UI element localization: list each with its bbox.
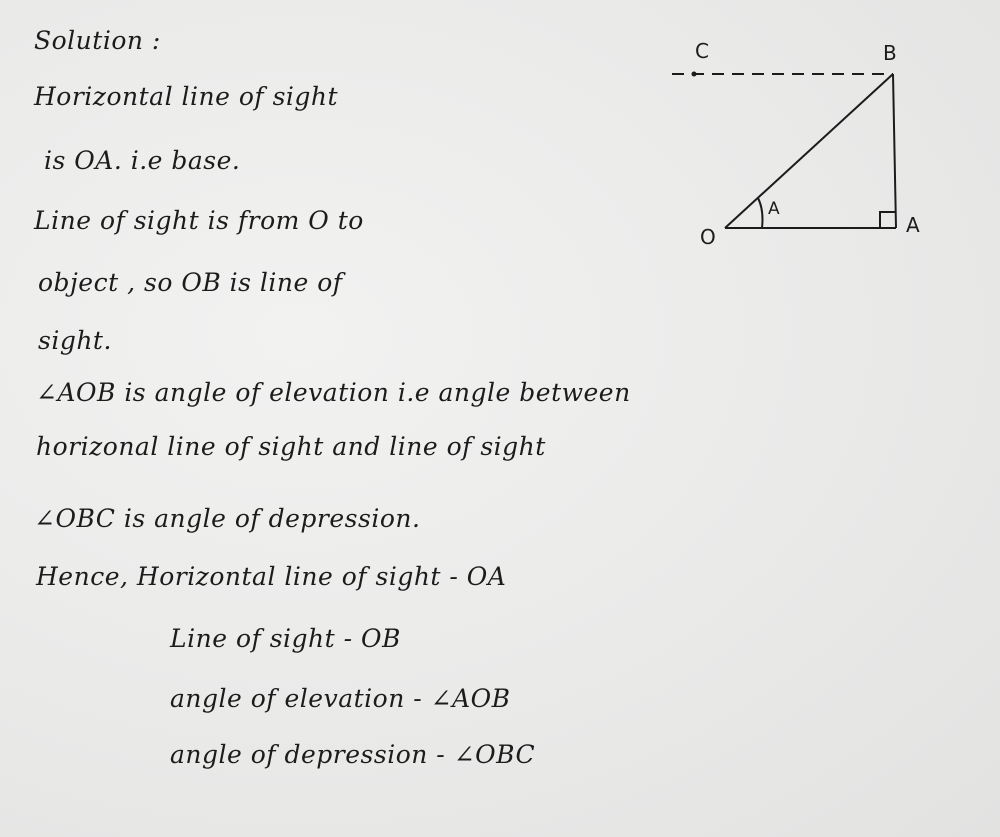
text-line-2: is OA. i.e base. [44, 146, 241, 175]
side-ob-line-of-sight [725, 74, 893, 228]
label-a: A [906, 213, 920, 237]
side-ba-vertical [893, 74, 896, 228]
text-line-3: Line of sight is from O to [34, 206, 364, 235]
text-line-10: Line of sight - OB [170, 624, 401, 653]
right-angle-mark [880, 212, 896, 228]
text-line-4: object , so OB is line of [38, 268, 343, 297]
solution-heading: Solution : [34, 26, 161, 55]
point-c-dot [692, 72, 697, 77]
label-b: B [883, 41, 897, 65]
text-line-9: Hence, Horizontal line of sight - OA [36, 562, 507, 591]
text-line-12: angle of depression - ∠OBC [170, 740, 536, 769]
label-angle: A [768, 199, 780, 219]
label-c: C [695, 39, 709, 63]
text-line-8: ∠OBC is angle of depression. [34, 504, 421, 533]
text-line-5: sight. [38, 326, 112, 355]
text-line-11: angle of elevation - ∠AOB [170, 684, 511, 713]
text-line-7: horizonal line of sight and line of sight [36, 432, 546, 461]
label-o: O [700, 225, 716, 249]
text-line-1: Horizontal line of sight [34, 82, 339, 111]
angle-arc [758, 198, 763, 228]
text-line-6: ∠AOB is angle of elevation i.e angle between [36, 378, 631, 407]
